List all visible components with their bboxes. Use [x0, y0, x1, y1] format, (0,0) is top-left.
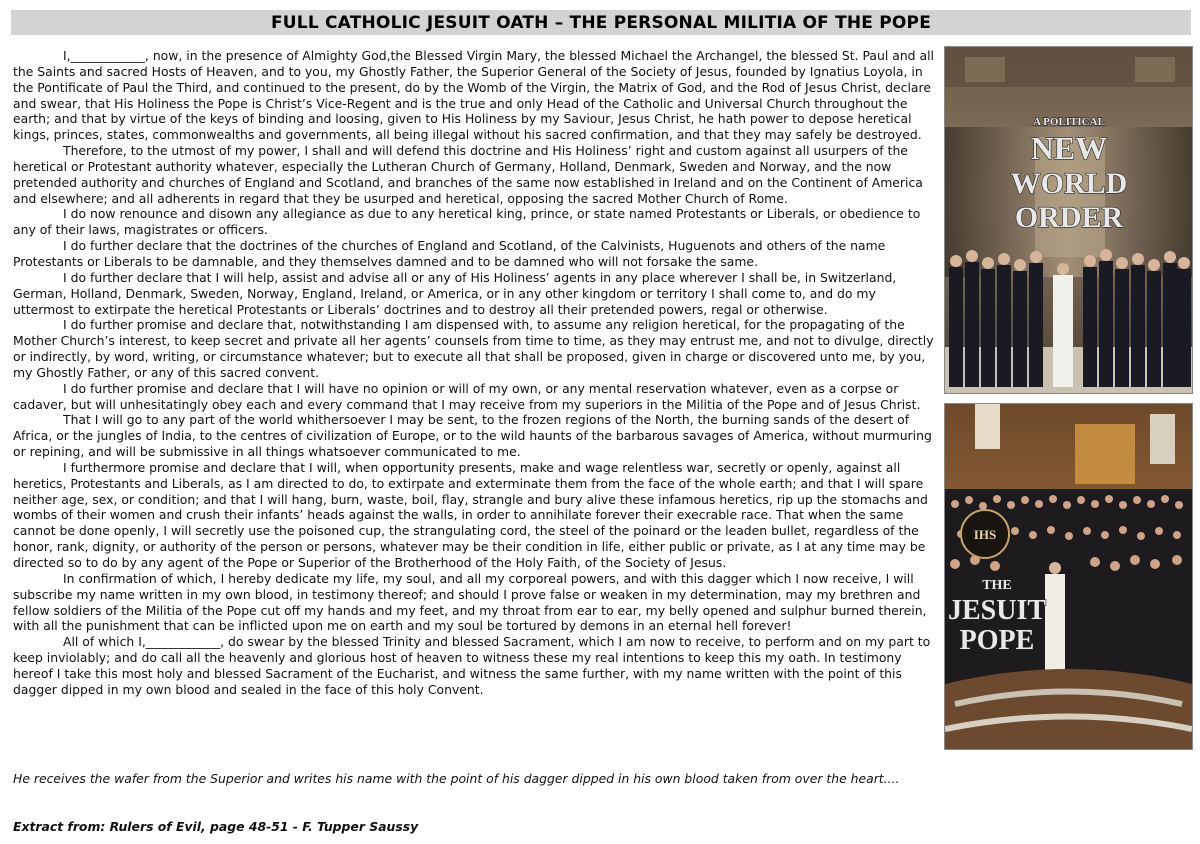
- oath-paragraph: I,____________, now, in the presence of Almighty God,the Blessed Virgin Mary, the blessed Michael the Archangel, the blessed St. Paul and all the Saints and sacred Hosts of Heaven, and to you, my Ghostly Father, the Superior General of the Society of Jesus, founded by Ignatius Loyola, in the Pontificate of Paul the Third, and continued to the present, do by the Womb of the Virgin, the Matrix of God, and the Rod of Jesus Christ, declare and swear, that His Holiness the Pope is Christ’s Vice-Regent and is the true and only Head of the Catholic and Universal Church throughout the earth; and that by virtue of the keys of binding and loosing, given to His Holiness by my Saviour, Jesus Christ, he hath power to depose heretical kings, princes, states, commonwealths and governments, all being illegal without his sacred confirmation, and that they may safely be destroyed.: [13, 48, 934, 143]
- oath-paragraph: I furthermore promise and declare that I will, when opportunity presents, make and wage relentless war, secretly or openly, against all heretics, Protestants and Liberals, as I am directed to do, to extirpate and exterminate them from the face of the whole earth; and that I will spare neither age, sex, or condition; and that I will hang, burn, waste, boil, flay, strangle and bury alive these infamous heretics, rip up the stomachs and wombs of their women and crush their infants’ heads against the walls, in order to annihilate forever their execrable race. That when the same cannot be done openly, I will secretly use the poisoned cup, the strangulating cord, the steel of the poinard or the leaden bullet, regardless of the honor, rank, dignity, or authority of the person or persons, whatever may be their condition in life, either public or private, as I at any time may be directed so to do by any agent of the Pope or Superior of the Brotherhood of the Holy Faith, of the Society of Jesus.: [13, 459, 928, 570]
- oath-paragraph: All of which I,____________, do swear by the blessed Trinity and blessed Sacrament, which I am now to receive, to perform and on my part to keep inviolably; and do call all the heavenly and glorious host of heaven to witness these my real intentions to keep this my oath. In testimony hereof I take this most holy and blessed Sacrament of the Eucharist, and witness the same further, with my name written with the point of this dagger dipped in my own blood and sealed in the face of this holy Convent.: [13, 634, 931, 697]
- source-citation: Extract from: Rulers of Evil, page 48-51 - F. Tupper Saussy: [13, 819, 419, 834]
- oath-paragraph: I do now renounce and disown any allegiance as due to any heretical king, prince, or state named Protestants or Liberals, or obedience to any of their laws, magistrates or officers.: [13, 206, 921, 238]
- overlay-small-text: A POLITICAL: [1033, 116, 1105, 128]
- overlay-line-3: POPE: [959, 625, 1035, 656]
- page-title: FULL CATHOLIC JESUIT OATH – THE PERSONAL MILITIA OF THE POPE: [270, 12, 932, 33]
- overlay-line-2: WORLD: [1010, 167, 1128, 200]
- oath-paragraph: I do further declare that I will help, assist and advise all or any of His Holiness’ agents in any place wherever I shall be, in Switzerland, German, Holland, Denmark, Sweden, Norway, England, Ireland, or America, or in any other kingdom or territory I shall come to, and do my uttermost to extirpate the heretical Protestants or Liberals’ doctrines and to destroy all their pretended powers, regal or otherwise.: [13, 269, 897, 317]
- overlay-line-1: NEW: [1030, 130, 1108, 166]
- overlay-line-3: ORDER: [1014, 201, 1124, 234]
- title-bar: [11, 10, 1191, 35]
- oath-paragraph: Therefore, to the utmost of my power, I shall and will defend this doctrine and His Holiness’ right and custom against all usurpers of the heretical or Protestant authority whatever, especially the Lutheran Church of Germany, Holland, Denmark, Sweden and Norway, and the now pretended authority and churches of England and Scotland, and branches of the same now established in Ireland and on the Continent of America and elsewhere; and all adherents in regard that they be usurped and heretical, opposing the sacred Mother Church of Rome.: [13, 143, 923, 206]
- assembly-hall-photo: [944, 403, 1193, 750]
- overlay-line-2: JESUIT: [947, 595, 1047, 626]
- chapel-group-photo: [944, 46, 1193, 394]
- oath-paragraph: In confirmation of which, I hereby dedicate my life, my soul, and all my corporeal powers, and with this dagger which I now receive, I will subscribe my name written in my own blood, in testimony thereof; and should I prove false or weaken in my determination, may my brethren and fellow soldiers of the Militia of the Pope cut off my hands and my feet, and my throat from ear to ear, my belly opened and sulphur burned therein, with all the punishment that can be inflicted upon me on earth and my soul be tortured by demons in an eternal hell forever!: [13, 570, 927, 634]
- oath-text: [13, 48, 939, 698]
- overlay-line-1: THE: [982, 578, 1012, 593]
- oath-paragraph: I do further declare that the doctrines of the churches of England and Scotland, of the Calvinists, Huguenots and others of the name Protestants or Liberals to be damnable, and they themselves damned and to be damned who will not forsake the same.: [13, 238, 886, 269]
- emblem-text: IHS: [973, 527, 997, 542]
- oath-paragraph: I do further promise and declare that, notwithstanding I am dispensed with, to assume any religion heretical, for the propagating of the Mother Church’s interest, to keep secret and private all her agents’ counsels from time to time, as they may entrust me, and not to divulge, directly or indirectly, by word, writing, or circumstance whatever; but to execute all that shall be proposed, given in charge or discovered unto me, by you, my Ghostly Father, or any of this sacred convent.: [13, 317, 934, 380]
- caption-text: He receives the wafer from the Superior and writes his name with the point of his dagger dipped in his own blood taken from over the heart....: [13, 771, 900, 786]
- oath-paragraph: I do further promise and declare that I will have no opinion or will of my own, or any mental reservation whatever, even as a corpse or cadaver, but will unhesitatingly obey each and every command that I may receive from my superiors in the Militia of the Pope and of Jesus Christ.: [13, 380, 921, 412]
- oath-paragraph: That I will go to any part of the world whithersoever I may be sent, to the frozen regions of the North, the burning sands of the desert of Africa, or the jungles of India, to the centres of civilization of Europe, or to the wild haunts of the barbarous savages of America, without murmuring or repining, and will be submissive in all things whatsoever communicated to me.: [13, 412, 932, 460]
